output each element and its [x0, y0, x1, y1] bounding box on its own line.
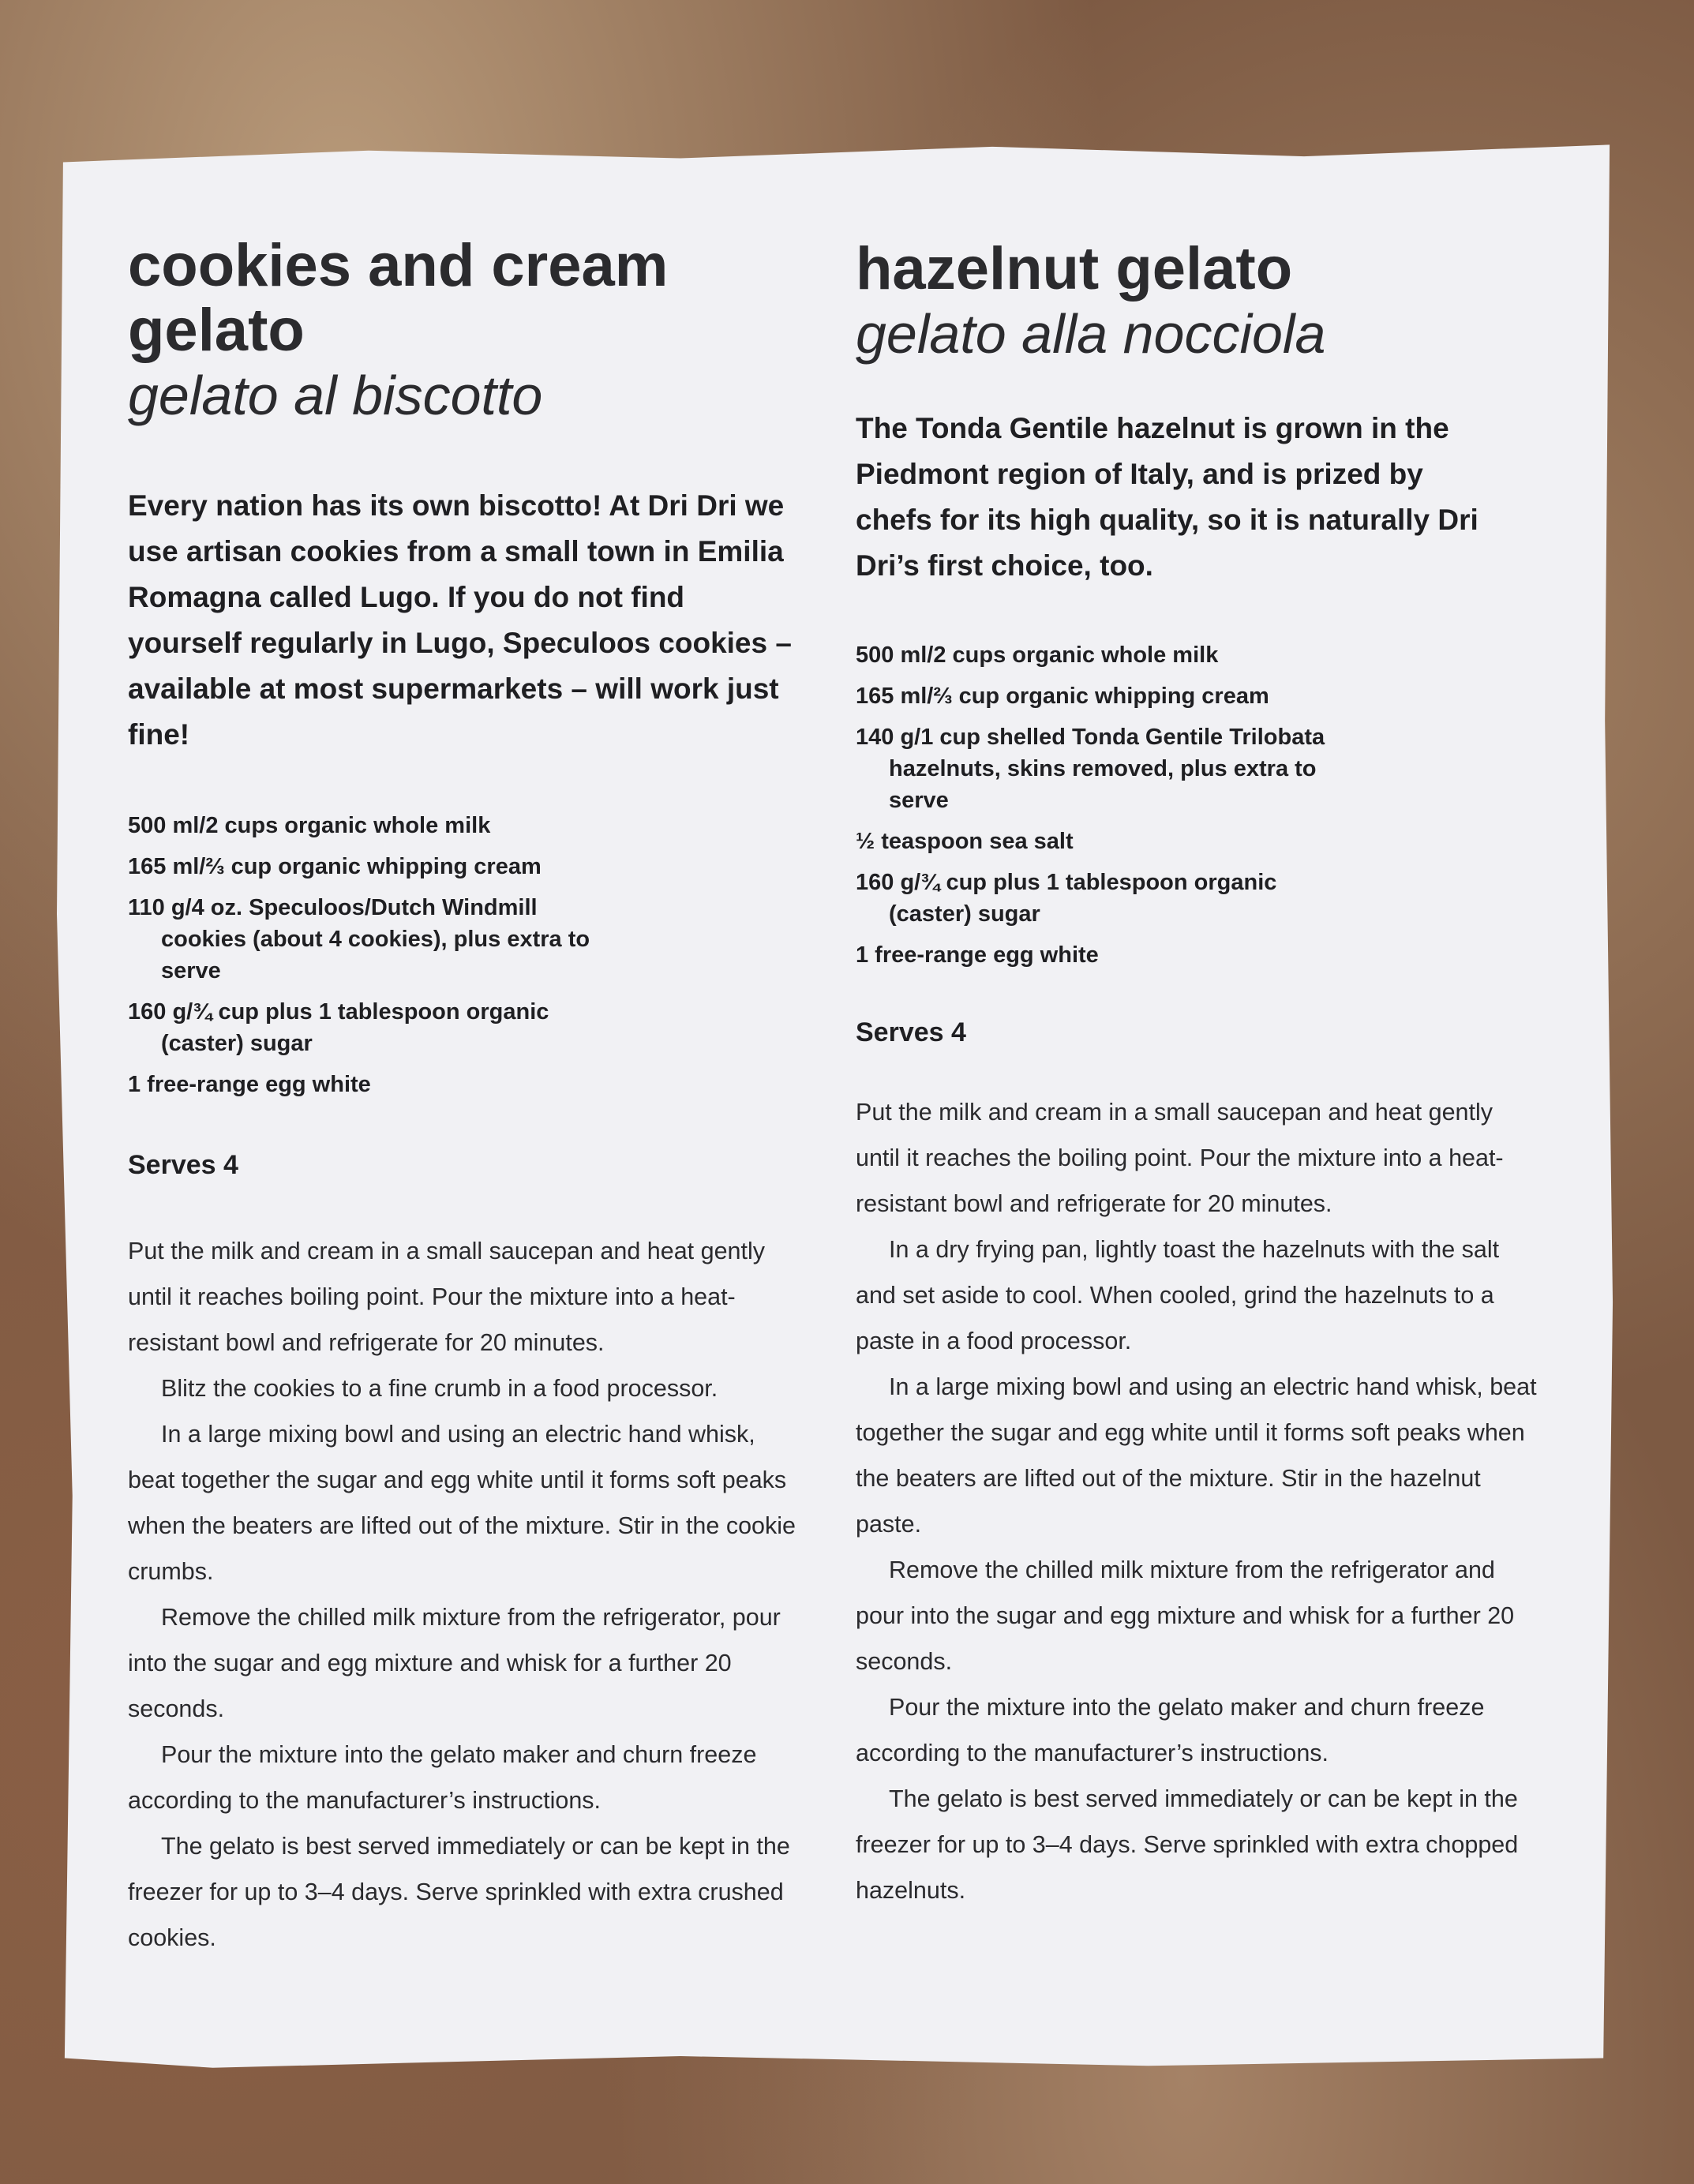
- ingredient-list: [128, 810, 617, 1110]
- recipe-intro: Every nation has its own biscotto! At Dri Dri we use artisan cookies from a small town in Emilia Romagna called Lugo. If you do not find yourself regularly in Lugo, Speculoos cookies – available at most supermarkets – will work just fine!: [128, 489, 792, 751]
- method-step: Put the milk and cream in a small saucepan and heat gently until it reaches boiling point. Pour the mixture into a heat-resistant bowl and refrigerate for 20 minutes.: [128, 1238, 766, 1356]
- method-step: The gelato is best served immediately or can be kept in the freezer for up to 3–4 days. Serve sprinkled with extra chopped hazelnuts.: [856, 1785, 1519, 1904]
- method-step: Blitz the cookies to a fine crumb in a food processor.: [161, 1375, 718, 1402]
- serves-label: Serves 4: [856, 1017, 966, 1047]
- recipe-title: hazelnut gelato: [856, 235, 1293, 302]
- ingredient: 500 ml/2 cups organic whole milk: [856, 642, 1219, 668]
- recipe-subtitle: gelato alla nocciola: [856, 303, 1326, 365]
- ingredient: 165 ml/⅔ cup organic whipping cream: [856, 684, 1269, 709]
- method-step: Remove the chilled milk mixture from the refrigerator and pour into the sugar and egg mixture and whisk for a further 20 seconds.: [856, 1557, 1515, 1675]
- method-step: The gelato is best served immediately or can be kept in the freezer for up to 3–4 days. Serve sprinkled with extra crushed cookies.: [128, 1833, 790, 1951]
- recipe-title: cookies and cream gelato: [128, 232, 669, 364]
- recipe-method: [128, 1228, 799, 1961]
- recipe-cookies-and-cream: [128, 234, 807, 1961]
- ingredient: ½ teaspoon sea salt: [856, 829, 1074, 854]
- ingredient: 500 ml/2 cups organic whole milk: [128, 813, 491, 838]
- method-step: In a large mixing bowl and using an electric hand whisk, beat together the sugar and egg white until it forms soft peaks when the beaters are lifted out of the mixture. Stir in the cookie crumbs.: [128, 1421, 796, 1585]
- method-step: Put the milk and cream in a small saucepan and heat gently until it reaches the boiling point. Pour the mixture into a heat-resistant bowl and refrigerate for 20 minutes.: [856, 1099, 1504, 1217]
- ingredient: 1 free-range egg white: [128, 1072, 371, 1097]
- ingredient: 160 g/¾ cup plus 1 tablespoon organic (caster) sugar: [856, 870, 1277, 927]
- ingredient: 160 g/¾ cup plus 1 tablespoon organic (caster) sugar: [128, 999, 549, 1056]
- method-step: In a dry frying pan, lightly toast the hazelnuts with the salt and set aside to cool. When cooled, grind the hazelnuts to a paste in a food processor.: [856, 1236, 1500, 1354]
- ingredient: 1 free-range egg white: [856, 942, 1099, 968]
- recipe-hazelnut: [856, 237, 1550, 1913]
- method-step: In a large mixing bowl and using an electric hand whisk, beat together the sugar and egg white until it forms soft peaks when the beaters are lifted out of the mixture. Stir in the hazelnut paste.: [856, 1373, 1537, 1538]
- ingredient: 165 ml/⅔ cup organic whipping cream: [128, 854, 542, 879]
- recipe-subtitle: gelato al biscotto: [128, 365, 543, 426]
- ingredient-list: [856, 639, 1329, 980]
- recipe-intro: The Tonda Gentile hazelnut is grown in the Piedmont region of Italy, and is prized by chefs for its high quality, so it is naturally Dri Dri’s first choice, too.: [856, 412, 1479, 582]
- ingredient: 140 g/1 cup shelled Tonda Gentile Trilobata hazelnuts, skins removed, plus extra to serve: [856, 725, 1325, 813]
- recipe-method: [856, 1089, 1542, 1913]
- ingredient: 110 g/4 oz. Speculoos/Dutch Windmill cookies (about 4 cookies), plus extra to serve: [128, 895, 590, 983]
- method-step: Pour the mixture into the gelato maker and churn freeze according to the manufacturer’s instructions.: [856, 1694, 1485, 1766]
- method-step: Remove the chilled milk mixture from the refrigerator, pour into the sugar and egg mixture and whisk for a further 20 seconds.: [128, 1604, 781, 1722]
- serves-label: Serves 4: [128, 1150, 238, 1180]
- method-step: Pour the mixture into the gelato maker and churn freeze according to the manufacturer’s instructions.: [128, 1741, 757, 1814]
